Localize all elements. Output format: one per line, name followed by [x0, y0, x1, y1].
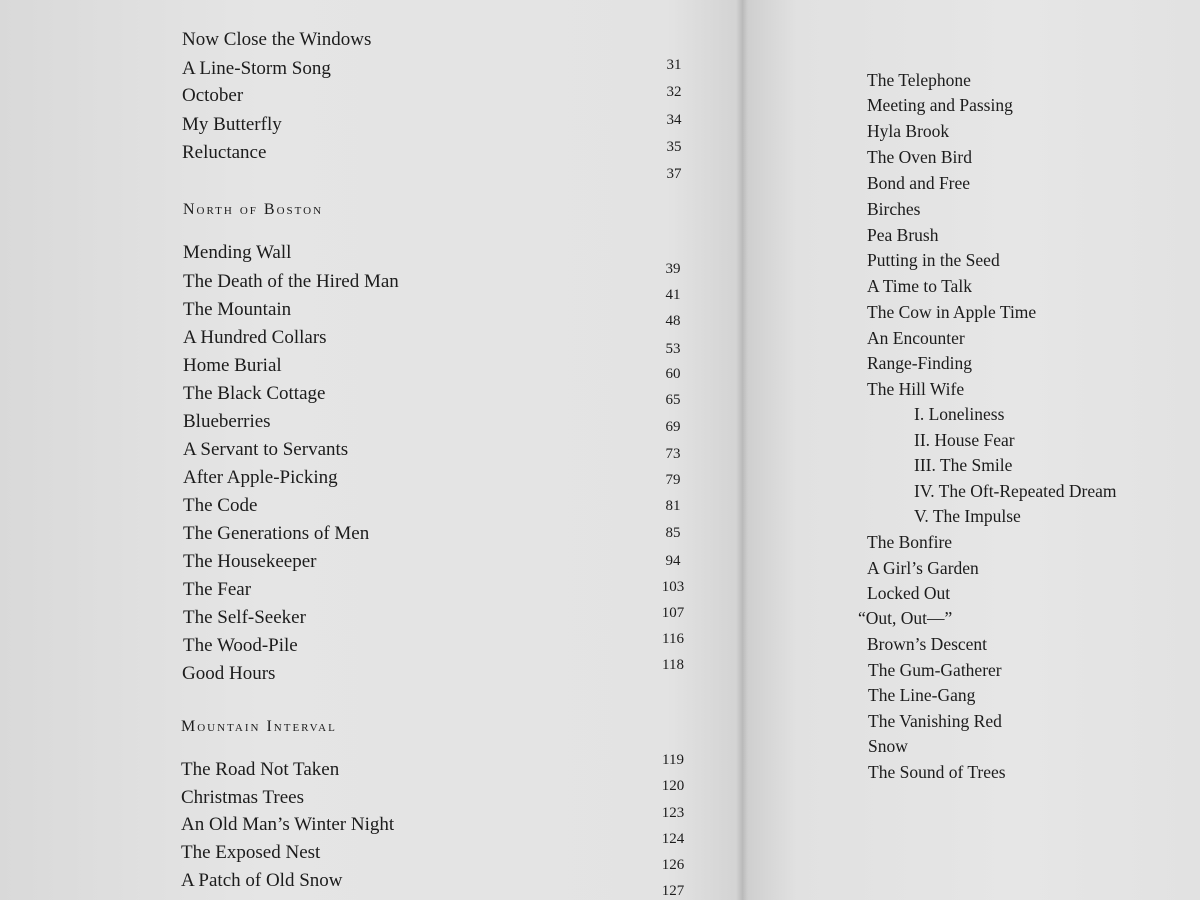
page-number: 39: [665, 261, 681, 277]
page-number: 119: [662, 752, 684, 768]
page-number: 41: [665, 287, 681, 303]
toc-subentry: III. The Smile: [914, 455, 1013, 475]
toc-entry: The Line-Gang: [868, 685, 976, 705]
toc-entry: Snow: [868, 736, 908, 756]
toc-entry: The Death of the Hired Man: [183, 271, 399, 292]
toc-entry: My Butterfly: [182, 114, 282, 135]
toc-entry: A Servant to Servants: [183, 439, 349, 460]
toc-entry: The Exposed Nest: [181, 842, 321, 863]
page-number: 126: [661, 857, 685, 873]
page-number: 53: [665, 341, 681, 357]
toc-entry: The Mountain: [183, 299, 292, 320]
page-number: 120: [661, 778, 685, 794]
toc-entry: Birches: [867, 199, 921, 219]
page-number: 81: [665, 498, 681, 514]
toc-entry: An Old Man’s Winter Night: [181, 814, 395, 835]
toc-entry: The Sound of Trees: [868, 762, 1006, 782]
page-number: 123: [661, 805, 685, 821]
toc-entry: October: [182, 85, 244, 106]
toc-entry: A Hundred Collars: [183, 327, 327, 348]
page-number: 116: [662, 631, 684, 647]
toc-entry: Good Hours: [182, 663, 276, 684]
toc-entry: The Telephone: [867, 70, 971, 90]
toc-entry: The Black Cottage: [183, 383, 326, 404]
toc-entry: A Patch of Old Snow: [181, 870, 343, 891]
book-gutter: [736, 0, 748, 900]
toc-subentry: V. The Impulse: [914, 506, 1021, 526]
toc-entry: “Out, Out—”: [858, 608, 953, 628]
page-number: 65: [665, 392, 681, 408]
page-number: 73: [665, 446, 681, 462]
toc-entry: The Vanishing Red: [868, 711, 1002, 731]
toc-entry: The Housekeeper: [183, 551, 317, 572]
toc-entry: Bond and Free: [867, 173, 971, 193]
toc-entry: Hyla Brook: [867, 121, 950, 141]
page-number: 94: [665, 553, 681, 569]
toc-subentry: IV. The Oft-Repeated Dream: [914, 481, 1117, 501]
toc-entry: The Bonfire: [867, 532, 953, 552]
page-number: 31: [666, 57, 682, 73]
toc-entry: Christmas Trees: [181, 787, 304, 808]
toc-entry: Home Burial: [183, 355, 282, 376]
toc-entry: A Girl’s Garden: [867, 558, 979, 578]
toc-entry: The Gum-Gatherer: [868, 660, 1002, 680]
page-number: 60: [665, 366, 681, 382]
page-number: 48: [665, 313, 681, 329]
toc-entry: The Hill Wife: [867, 379, 965, 399]
toc-entry: The Self-Seeker: [183, 607, 306, 628]
page-number: 103: [661, 579, 685, 595]
page-number: 85: [665, 525, 681, 541]
toc-subentry: II. House Fear: [914, 430, 1015, 450]
right-page: [742, 0, 1200, 900]
toc-entry: A Line-Storm Song: [182, 58, 331, 79]
toc-entry: Mending Wall: [183, 242, 292, 263]
toc-entry: Blueberries: [183, 411, 271, 432]
toc-entry: Reluctance: [182, 142, 267, 163]
page-number: 118: [662, 657, 684, 673]
toc-entry: The Wood-Pile: [183, 635, 298, 656]
toc-entry: Locked Out: [867, 583, 951, 603]
toc-entry: A Time to Talk: [867, 276, 972, 296]
toc-entry: Pea Brush: [867, 225, 939, 245]
section-heading: Mountain Interval: [181, 718, 337, 735]
toc-entry: Meeting and Passing: [867, 95, 1013, 115]
section-heading: North of Boston: [183, 201, 324, 218]
page-number: 37: [666, 166, 682, 182]
page-number: 35: [666, 139, 682, 155]
page-number: 79: [665, 472, 681, 488]
toc-subentry: I. Loneliness: [914, 404, 1005, 424]
toc-entry: After Apple-Picking: [183, 467, 338, 488]
page-number: 69: [665, 419, 681, 435]
page-number: 124: [661, 831, 685, 847]
page-number: 32: [666, 84, 682, 100]
toc-entry: The Cow in Apple Time: [867, 302, 1037, 322]
toc-entry: Brown’s Descent: [867, 634, 988, 654]
page-number: 127: [661, 883, 685, 899]
toc-entry: The Fear: [183, 579, 252, 600]
toc-entry: The Road Not Taken: [181, 759, 340, 780]
page-number: 34: [666, 112, 682, 128]
page-number: 107: [661, 605, 685, 621]
toc-entry: Putting in the Seed: [867, 250, 1000, 270]
toc-entry: The Oven Bird: [867, 147, 972, 167]
toc-entry: An Encounter: [867, 328, 965, 348]
toc-entry: Range-Finding: [867, 353, 972, 373]
toc-entry: The Code: [183, 495, 258, 516]
toc-entry: Now Close the Windows: [182, 29, 372, 50]
toc-entry: The Generations of Men: [183, 523, 370, 544]
